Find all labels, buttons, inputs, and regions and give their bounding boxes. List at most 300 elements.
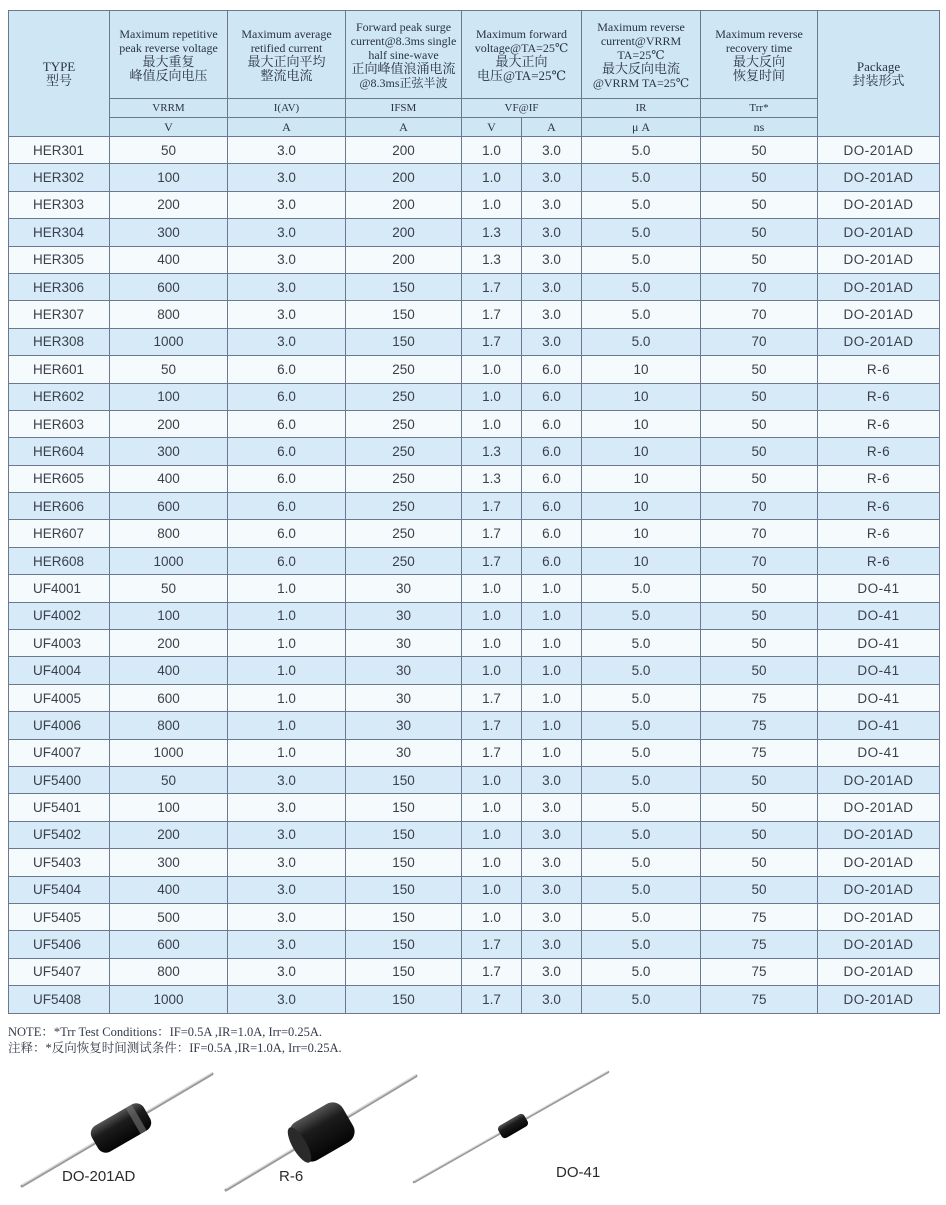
cell-type: HER603 [9, 410, 110, 437]
table-row [9, 766, 940, 793]
cell-ifsm: 30 [346, 657, 462, 684]
cell-vrrm: 100 [110, 383, 228, 410]
table-row [9, 876, 940, 903]
cell-ifsm: 150 [346, 273, 462, 300]
cell-package: DO-201AD [818, 958, 940, 985]
cell-vf: 1.0 [462, 766, 522, 793]
table-row [9, 301, 940, 328]
package-illustrations [0, 1066, 946, 1200]
cell-package: DO-201AD [818, 849, 940, 876]
cell-iav: 1.0 [228, 602, 346, 629]
cell-vf: 1.7 [462, 301, 522, 328]
symbol-ir: IR [582, 99, 701, 118]
cell-ir: 5.0 [582, 712, 701, 739]
cell-vrrm: 800 [110, 958, 228, 985]
cell-package: DO-201AD [818, 301, 940, 328]
cell-iav: 6.0 [228, 493, 346, 520]
cell-ir: 5.0 [582, 164, 701, 191]
cell-vf: 1.0 [462, 903, 522, 930]
cell-package: DO-41 [818, 575, 940, 602]
cell-trr: 70 [701, 520, 818, 547]
cell-vf: 1.7 [462, 273, 522, 300]
cell-type: UF5401 [9, 794, 110, 821]
cell-ir: 5.0 [582, 328, 701, 355]
cell-package: DO-201AD [818, 191, 940, 218]
diode-drawings [0, 1066, 946, 1200]
cell-type: HER306 [9, 273, 110, 300]
table-row [9, 602, 940, 629]
cell-iav: 3.0 [228, 137, 346, 164]
table-row [9, 328, 940, 355]
cell-if: 3.0 [522, 958, 582, 985]
cell-type: UF5400 [9, 766, 110, 793]
cell-if: 1.0 [522, 630, 582, 657]
cell-package: DO-201AD [818, 931, 940, 958]
cell-ir: 5.0 [582, 273, 701, 300]
cell-if: 3.0 [522, 794, 582, 821]
cell-vrrm: 100 [110, 794, 228, 821]
cell-iav: 6.0 [228, 520, 346, 547]
cell-vf: 1.0 [462, 191, 522, 218]
cell-vf: 1.7 [462, 958, 522, 985]
cell-ifsm: 200 [346, 164, 462, 191]
cell-package: R-6 [818, 356, 940, 383]
note-english: NOTE：*Trr Test Conditions：IF=0.5A ,IR=1.0A, Irr=0.25A. [8, 1025, 323, 1039]
cell-trr: 50 [701, 410, 818, 437]
header-vrrm: Maximum repetitive peak reverse voltage 最大重复 峰值反向电压 [110, 11, 228, 99]
cell-vrrm: 800 [110, 520, 228, 547]
cell-if: 3.0 [522, 766, 582, 793]
table-row [9, 547, 940, 574]
cell-if: 3.0 [522, 191, 582, 218]
table-row [9, 931, 940, 958]
cell-trr: 75 [701, 684, 818, 711]
cell-vf: 1.3 [462, 246, 522, 273]
table-row [9, 383, 940, 410]
cell-trr: 70 [701, 273, 818, 300]
cell-ifsm: 150 [346, 766, 462, 793]
table-row [9, 164, 940, 191]
cell-iav: 1.0 [228, 657, 346, 684]
cell-type: UF4006 [9, 712, 110, 739]
table-body [9, 137, 940, 1014]
cell-vrrm: 50 [110, 356, 228, 383]
symbol-vrrm: VRRM [110, 99, 228, 118]
cell-if: 6.0 [522, 465, 582, 492]
cell-ir: 5.0 [582, 931, 701, 958]
symbol-trr: Trr* [701, 99, 818, 118]
cell-package: DO-41 [818, 684, 940, 711]
cell-if: 1.0 [522, 739, 582, 766]
cell-package: DO-41 [818, 602, 940, 629]
cell-type: HER607 [9, 520, 110, 547]
cell-vrrm: 800 [110, 712, 228, 739]
cell-type: UF4002 [9, 602, 110, 629]
cell-vf: 1.7 [462, 684, 522, 711]
cell-ifsm: 250 [346, 410, 462, 437]
cell-vf: 1.0 [462, 602, 522, 629]
cell-vrrm: 300 [110, 219, 228, 246]
cell-ifsm: 30 [346, 712, 462, 739]
cell-if: 6.0 [522, 356, 582, 383]
header-ir: Maximum reverse current@VRRM TA=25℃ 最大反向电流 @VRRM TA=25℃ [582, 11, 701, 99]
header-trr: Maximum reverse recovery time 最大反向 恢复时间 [701, 11, 818, 99]
cell-if: 3.0 [522, 164, 582, 191]
cell-iav: 6.0 [228, 438, 346, 465]
cell-vrrm: 800 [110, 301, 228, 328]
cell-if: 3.0 [522, 986, 582, 1013]
cell-if: 6.0 [522, 493, 582, 520]
cell-ifsm: 250 [346, 356, 462, 383]
table-row [9, 849, 940, 876]
cell-iav: 6.0 [228, 356, 346, 383]
unit-ifsm: A [346, 118, 462, 137]
cell-if: 6.0 [522, 547, 582, 574]
cell-ir: 5.0 [582, 766, 701, 793]
cell-vf: 1.0 [462, 876, 522, 903]
cell-trr: 50 [701, 246, 818, 273]
cell-ir: 10 [582, 465, 701, 492]
cell-ir: 5.0 [582, 575, 701, 602]
table-row [9, 520, 940, 547]
cell-if: 3.0 [522, 137, 582, 164]
cell-ir: 10 [582, 356, 701, 383]
cell-vf: 1.7 [462, 520, 522, 547]
cell-type: HER602 [9, 383, 110, 410]
cell-package: DO-201AD [818, 328, 940, 355]
cell-package: DO-201AD [818, 219, 940, 246]
cell-iav: 3.0 [228, 794, 346, 821]
cell-ifsm: 30 [346, 602, 462, 629]
cell-ifsm: 250 [346, 465, 462, 492]
cell-ir: 5.0 [582, 876, 701, 903]
cell-trr: 75 [701, 986, 818, 1013]
cell-iav: 1.0 [228, 712, 346, 739]
cell-iav: 3.0 [228, 191, 346, 218]
cell-iav: 3.0 [228, 986, 346, 1013]
cell-vf: 1.7 [462, 739, 522, 766]
cell-iav: 3.0 [228, 328, 346, 355]
cell-iav: 3.0 [228, 273, 346, 300]
cell-ir: 5.0 [582, 849, 701, 876]
cell-type: UF5405 [9, 903, 110, 930]
table-row [9, 712, 940, 739]
cell-ir: 10 [582, 547, 701, 574]
table-row [9, 356, 940, 383]
cell-ir: 5.0 [582, 219, 701, 246]
cell-type: UF5406 [9, 931, 110, 958]
cell-vf: 1.0 [462, 794, 522, 821]
cell-trr: 50 [701, 164, 818, 191]
table-row [9, 794, 940, 821]
cell-vf: 1.7 [462, 493, 522, 520]
cell-if: 3.0 [522, 931, 582, 958]
cell-type: HER301 [9, 137, 110, 164]
cell-ir: 5.0 [582, 137, 701, 164]
cell-ir: 5.0 [582, 301, 701, 328]
cell-if: 1.0 [522, 602, 582, 629]
cell-trr: 50 [701, 575, 818, 602]
cell-vf: 1.3 [462, 438, 522, 465]
table-row [9, 273, 940, 300]
cell-vrrm: 400 [110, 465, 228, 492]
cell-iav: 6.0 [228, 465, 346, 492]
cell-type: HER304 [9, 219, 110, 246]
cell-trr: 50 [701, 876, 818, 903]
cell-ir: 10 [582, 493, 701, 520]
table-row [9, 191, 940, 218]
cell-package: R-6 [818, 547, 940, 574]
cell-package: DO-41 [818, 657, 940, 684]
cell-package: DO-41 [818, 712, 940, 739]
cell-vf: 1.0 [462, 383, 522, 410]
cell-vrrm: 400 [110, 246, 228, 273]
cell-trr: 50 [701, 657, 818, 684]
header-vf: Maximum forward voltage@TA=25℃ 最大正向 电压@TA=25℃ [462, 11, 582, 99]
cell-type: UF4005 [9, 684, 110, 711]
cell-iav: 1.0 [228, 630, 346, 657]
header-iav: Maximum average retified current 最大正向平均 整流电流 [228, 11, 346, 99]
table-row [9, 657, 940, 684]
cell-vf: 1.0 [462, 575, 522, 602]
cell-type: UF5404 [9, 876, 110, 903]
cell-package: R-6 [818, 410, 940, 437]
cell-vrrm: 100 [110, 602, 228, 629]
caption-r6: R-6 [279, 1168, 304, 1185]
cell-type: HER302 [9, 164, 110, 191]
header-package: Package 封装形式 [818, 11, 940, 137]
cell-vrrm: 200 [110, 191, 228, 218]
cell-ir: 10 [582, 410, 701, 437]
cell-if: 3.0 [522, 821, 582, 848]
cell-trr: 70 [701, 301, 818, 328]
cell-ir: 5.0 [582, 794, 701, 821]
cell-vrrm: 300 [110, 438, 228, 465]
table-row [9, 438, 940, 465]
cell-iav: 3.0 [228, 246, 346, 273]
table-row [9, 986, 940, 1013]
cell-ir: 10 [582, 438, 701, 465]
cell-trr: 75 [701, 712, 818, 739]
cell-iav: 6.0 [228, 410, 346, 437]
cell-ifsm: 250 [346, 383, 462, 410]
cell-trr: 50 [701, 356, 818, 383]
cell-package: DO-201AD [818, 137, 940, 164]
cell-ifsm: 150 [346, 931, 462, 958]
cell-type: UF5402 [9, 821, 110, 848]
cell-ir: 5.0 [582, 821, 701, 848]
cell-ifsm: 150 [346, 903, 462, 930]
cell-vf: 1.0 [462, 356, 522, 383]
cell-ir: 10 [582, 383, 701, 410]
cell-vf: 1.0 [462, 657, 522, 684]
cell-vrrm: 400 [110, 657, 228, 684]
cell-iav: 6.0 [228, 383, 346, 410]
unit-iav: A [228, 118, 346, 137]
cell-type: HER307 [9, 301, 110, 328]
cell-trr: 50 [701, 602, 818, 629]
cell-type: UF5408 [9, 986, 110, 1013]
cell-vrrm: 1000 [110, 547, 228, 574]
cell-ifsm: 30 [346, 630, 462, 657]
cell-if: 6.0 [522, 383, 582, 410]
note-chinese: 注释：*反向恢复时间测试条件：IF=0.5A ,IR=1.0A, Irr=0.25A. [8, 1041, 342, 1055]
cell-iav: 3.0 [228, 876, 346, 903]
table-row [9, 684, 940, 711]
table-row [9, 903, 940, 930]
cell-ifsm: 250 [346, 547, 462, 574]
cell-vrrm: 50 [110, 137, 228, 164]
cell-trr: 50 [701, 383, 818, 410]
cell-vf: 1.3 [462, 465, 522, 492]
cell-if: 3.0 [522, 328, 582, 355]
cell-vrrm: 1000 [110, 328, 228, 355]
cell-vf: 1.3 [462, 219, 522, 246]
cell-ifsm: 200 [346, 137, 462, 164]
cell-type: UF4003 [9, 630, 110, 657]
cell-vf: 1.7 [462, 328, 522, 355]
cell-iav: 3.0 [228, 958, 346, 985]
cell-type: HER604 [9, 438, 110, 465]
cell-vrrm: 300 [110, 849, 228, 876]
table-row [9, 630, 940, 657]
cell-ifsm: 150 [346, 328, 462, 355]
cell-vrrm: 50 [110, 575, 228, 602]
cell-ir: 5.0 [582, 191, 701, 218]
cell-type: UF4007 [9, 739, 110, 766]
symbol-iav: I(AV) [228, 99, 346, 118]
cell-if: 3.0 [522, 246, 582, 273]
cell-package: DO-201AD [818, 164, 940, 191]
cell-ir: 5.0 [582, 657, 701, 684]
cell-if: 3.0 [522, 273, 582, 300]
cell-vrrm: 600 [110, 493, 228, 520]
cell-vf: 1.0 [462, 821, 522, 848]
cell-package: R-6 [818, 493, 940, 520]
cell-vf: 1.7 [462, 712, 522, 739]
header-type: TYPE 型号 [9, 11, 110, 137]
cell-trr: 50 [701, 438, 818, 465]
cell-if: 3.0 [522, 903, 582, 930]
cell-iav: 3.0 [228, 931, 346, 958]
cell-ir: 5.0 [582, 986, 701, 1013]
cell-iav: 3.0 [228, 766, 346, 793]
cell-vrrm: 200 [110, 630, 228, 657]
cell-trr: 75 [701, 931, 818, 958]
caption-do201ad: DO-201AD [62, 1168, 136, 1185]
cell-type: HER601 [9, 356, 110, 383]
cell-ifsm: 30 [346, 684, 462, 711]
symbol-vf: VF@IF [462, 99, 582, 118]
cell-vrrm: 200 [110, 821, 228, 848]
header-ifsm: Forward peak surge current@8.3ms single half sine-wave 正向峰值浪涌电流 @8.3ms正弦半波 [346, 11, 462, 99]
cell-if: 6.0 [522, 438, 582, 465]
cell-ifsm: 150 [346, 301, 462, 328]
cell-vrrm: 600 [110, 931, 228, 958]
cell-ir: 5.0 [582, 903, 701, 930]
cell-ir: 5.0 [582, 602, 701, 629]
cell-iav: 1.0 [228, 575, 346, 602]
cell-package: R-6 [818, 438, 940, 465]
table-row [9, 410, 940, 437]
table-row [9, 137, 940, 164]
cell-if: 3.0 [522, 219, 582, 246]
cell-type: UF4004 [9, 657, 110, 684]
cell-ifsm: 250 [346, 520, 462, 547]
cell-if: 1.0 [522, 575, 582, 602]
cell-if: 6.0 [522, 520, 582, 547]
cell-if: 3.0 [522, 301, 582, 328]
table-row [9, 575, 940, 602]
cell-trr: 75 [701, 903, 818, 930]
cell-ifsm: 150 [346, 821, 462, 848]
unit-vrrm: V [110, 118, 228, 137]
cell-trr: 50 [701, 219, 818, 246]
cell-package: DO-201AD [818, 766, 940, 793]
cell-trr: 50 [701, 766, 818, 793]
notes [8, 1024, 342, 1056]
cell-trr: 50 [701, 191, 818, 218]
table-row [9, 493, 940, 520]
cell-ifsm: 200 [346, 191, 462, 218]
cell-type: UF5407 [9, 958, 110, 985]
cell-package: DO-201AD [818, 876, 940, 903]
unit-vf: V [462, 118, 522, 137]
diode-spec-table [8, 10, 940, 1014]
caption-do41: DO-41 [556, 1164, 601, 1181]
cell-vrrm: 200 [110, 410, 228, 437]
table-row [9, 219, 940, 246]
cell-ifsm: 150 [346, 876, 462, 903]
cell-ifsm: 150 [346, 986, 462, 1013]
cell-vf: 1.0 [462, 137, 522, 164]
symbol-ifsm: IFSM [346, 99, 462, 118]
cell-package: DO-201AD [818, 821, 940, 848]
cell-vrrm: 100 [110, 164, 228, 191]
cell-iav: 3.0 [228, 849, 346, 876]
cell-trr: 70 [701, 328, 818, 355]
cell-package: R-6 [818, 465, 940, 492]
cell-type: UF5403 [9, 849, 110, 876]
cell-iav: 3.0 [228, 821, 346, 848]
cell-vrrm: 1000 [110, 986, 228, 1013]
cell-if: 1.0 [522, 712, 582, 739]
cell-package: DO-201AD [818, 986, 940, 1013]
cell-trr: 50 [701, 794, 818, 821]
unit-ir: μ A [582, 118, 701, 137]
cell-package: DO-41 [818, 739, 940, 766]
cell-if: 1.0 [522, 684, 582, 711]
cell-type: HER605 [9, 465, 110, 492]
table-row [9, 465, 940, 492]
cell-package: DO-201AD [818, 794, 940, 821]
cell-vf: 1.0 [462, 410, 522, 437]
unit-trr: ns [701, 118, 818, 137]
cell-type: HER606 [9, 493, 110, 520]
r6-diode-icon [226, 1075, 416, 1190]
cell-trr: 50 [701, 849, 818, 876]
cell-type: HER305 [9, 246, 110, 273]
cell-vrrm: 400 [110, 876, 228, 903]
cell-package: R-6 [818, 520, 940, 547]
cell-vrrm: 1000 [110, 739, 228, 766]
cell-vrrm: 600 [110, 273, 228, 300]
cell-package: DO-201AD [818, 273, 940, 300]
cell-type: HER303 [9, 191, 110, 218]
cell-iav: 1.0 [228, 684, 346, 711]
cell-ifsm: 150 [346, 958, 462, 985]
table-row [9, 246, 940, 273]
